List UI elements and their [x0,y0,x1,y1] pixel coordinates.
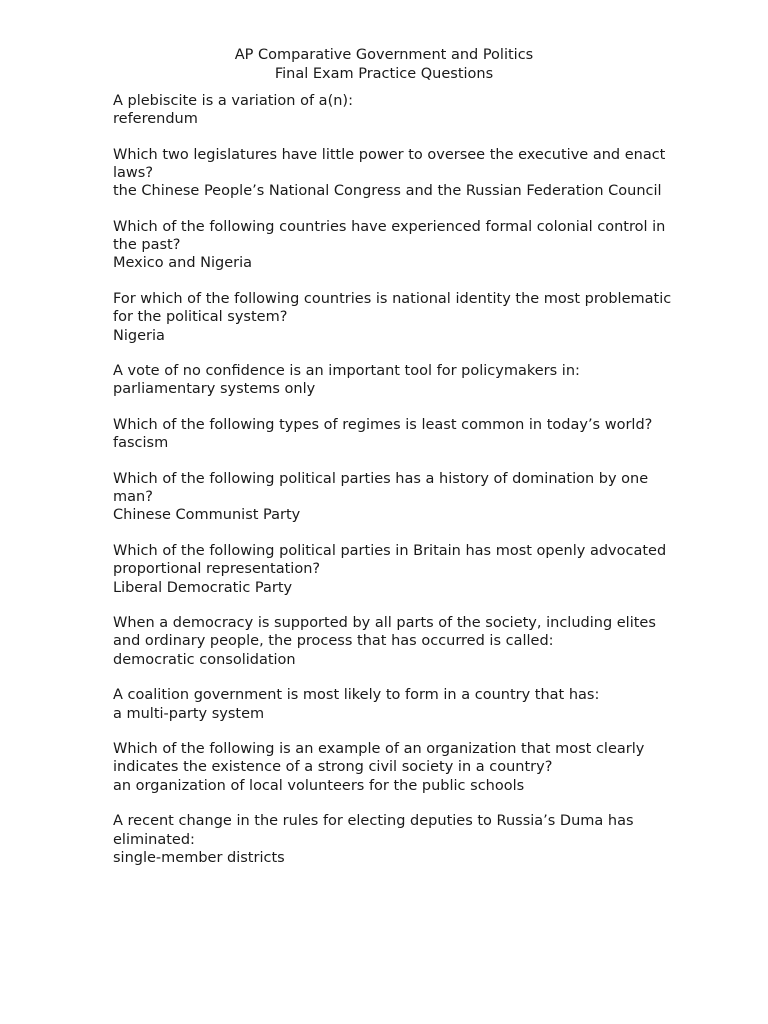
question-item [113,362,673,398]
question-text: Which two legislatures have little power to oversee the executive and enact laws? [113,146,666,182]
question-text: A recent change in the rules for electing deputies to Russia’s Duma has eliminated: [113,813,634,848]
question-item [113,740,673,795]
question-text: For which of the following countries is national identity the most problematic for the political system? [113,291,672,326]
answer-text: single-member districts [113,849,285,866]
document-subtitle: Final Exam Practice Questions [274,65,494,82]
question-text: Which of the following types of regimes is least common in today’s world? [113,417,653,434]
question-item [113,416,673,452]
question-text: When a democracy is supported by all parts of the society, including elites and ordinary people, the process that has occurred is called: [113,615,656,650]
question-item [113,290,673,345]
question-item [113,146,673,201]
question-item [113,542,673,597]
document-title: AP Comparative Government and Politics [234,47,534,63]
answer-text: fascism [113,435,169,452]
question-text: Which of the following countries have experienced formal colonial control in the past? [113,219,666,254]
question-text: A vote of no confidence is an important tool for policymakers in: [113,363,580,380]
answer-text: the Chinese People’s National Congress and the Russian Federation Council [113,183,662,200]
answer-text: democratic consolidation [113,651,296,668]
question-item [113,470,673,525]
question-text: Which of the following political parties has a history of domination by one man? [113,471,649,506]
question-item [113,92,673,128]
question-item [113,614,673,669]
answer-text: an organization of local volunteers for the public schools [113,777,525,794]
answer-text: referendum [113,111,198,128]
question-item [113,812,673,867]
question-text: Which of the following is an example of an organization that most clearly indicates the existence of a strong civil society in a country? [113,741,645,776]
answer-text: parliamentary systems only [113,381,316,398]
document-header [0,46,768,83]
question-text: A plebiscite is a variation of a(n): [113,93,353,109]
question-text: A coalition government is most likely to form in a country that has: [113,687,600,704]
question-list [113,92,673,885]
answer-text: Chinese Communist Party [113,507,301,524]
answer-text: a multi-party system [113,705,265,722]
question-item [113,686,673,722]
answer-text: Nigeria [113,327,165,344]
question-item [113,218,673,273]
question-text: Which of the following political parties in Britain has most openly advocated proportional representation? [113,543,667,578]
answer-text: Mexico and Nigeria [113,255,253,272]
answer-text: Liberal Democratic Party [113,579,293,596]
